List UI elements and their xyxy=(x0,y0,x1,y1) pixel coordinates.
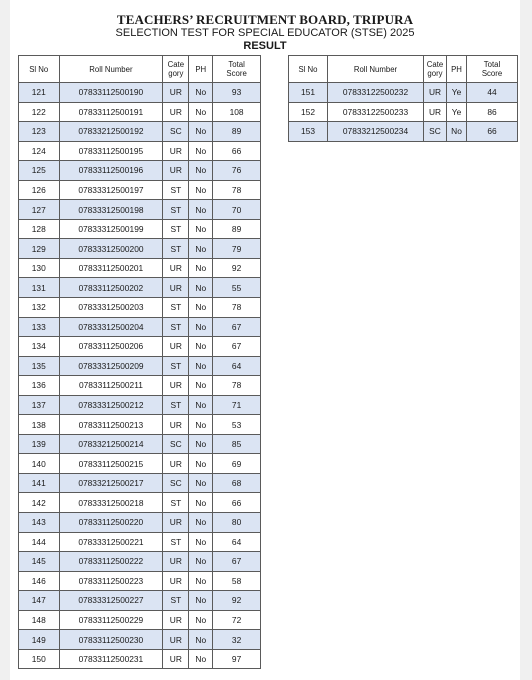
cell-category: ST xyxy=(163,532,189,552)
cell-sl-no: 138 xyxy=(19,415,60,435)
cell-total-score: 97 xyxy=(213,649,261,669)
cell-category: UR xyxy=(163,630,189,650)
cell-category: UR xyxy=(163,571,189,591)
cell-roll-number: 07833112500202 xyxy=(59,278,163,298)
table-row xyxy=(19,200,261,220)
result-table-left-body xyxy=(19,83,261,669)
cell-category: SC xyxy=(163,473,189,493)
cell-ph: No xyxy=(447,122,467,142)
table-row xyxy=(19,102,261,122)
col-header-roll-number: Roll Number xyxy=(328,56,424,83)
table-row xyxy=(19,356,261,376)
cell-ph: No xyxy=(189,610,213,630)
cell-ph: No xyxy=(189,571,213,591)
cell-total-score: 79 xyxy=(213,239,261,259)
cell-category: UR xyxy=(163,83,189,103)
cell-ph: No xyxy=(189,83,213,103)
table-row xyxy=(19,317,261,337)
cell-total-score: 67 xyxy=(213,337,261,357)
table-row xyxy=(19,180,261,200)
cell-sl-no: 139 xyxy=(19,434,60,454)
cell-sl-no: 122 xyxy=(19,102,60,122)
cell-total-score: 44 xyxy=(467,83,518,103)
cell-sl-no: 121 xyxy=(19,83,60,103)
cell-roll-number: 07833312500200 xyxy=(59,239,163,259)
cell-roll-number: 07833312500197 xyxy=(59,180,163,200)
cell-total-score: 68 xyxy=(213,473,261,493)
cell-total-score: 69 xyxy=(213,454,261,474)
cell-total-score: 32 xyxy=(213,630,261,650)
cell-category: UR xyxy=(163,513,189,533)
cell-total-score: 80 xyxy=(213,513,261,533)
cell-sl-no: 143 xyxy=(19,513,60,533)
cell-roll-number: 07833312500198 xyxy=(59,200,163,220)
cell-total-score: 78 xyxy=(213,376,261,396)
cell-roll-number: 07833122500232 xyxy=(328,83,424,103)
col-header-category xyxy=(163,56,189,83)
cell-category: UR xyxy=(163,454,189,474)
cell-roll-number: 07833112500223 xyxy=(59,571,163,591)
table-row xyxy=(19,571,261,591)
cell-ph: No xyxy=(189,591,213,611)
cell-total-score: 89 xyxy=(213,122,261,142)
cell-ph: No xyxy=(189,532,213,552)
cell-category: UR xyxy=(163,610,189,630)
cell-category: UR xyxy=(163,161,189,181)
cell-ph: No xyxy=(189,630,213,650)
result-table-left xyxy=(18,55,261,669)
cell-category: SC xyxy=(163,434,189,454)
result-table-right xyxy=(288,55,518,142)
cell-ph: No xyxy=(189,161,213,181)
cell-sl-no: 131 xyxy=(19,278,60,298)
cell-roll-number: 07833212500234 xyxy=(328,122,424,142)
cell-category: SC xyxy=(163,122,189,142)
col-header-total-line1: Total xyxy=(483,60,501,69)
col-header-total-score xyxy=(213,56,261,83)
cell-sl-no: 145 xyxy=(19,552,60,572)
cell-sl-no: 133 xyxy=(19,317,60,337)
cell-sl-no: 153 xyxy=(289,122,328,142)
cell-sl-no: 147 xyxy=(19,591,60,611)
cell-ph: No xyxy=(189,376,213,396)
cell-category: UR xyxy=(424,102,447,122)
cell-ph: No xyxy=(189,395,213,415)
cell-ph: No xyxy=(189,278,213,298)
cell-ph: No xyxy=(189,552,213,572)
col-header-ph: PH xyxy=(447,56,467,83)
col-header-category-line2: gory xyxy=(427,69,443,78)
cell-roll-number: 07833112500230 xyxy=(59,630,163,650)
cell-total-score: 66 xyxy=(213,141,261,161)
col-header-sl-no: Sl No xyxy=(19,56,60,83)
table-row xyxy=(19,395,261,415)
cell-sl-no: 125 xyxy=(19,161,60,181)
table-row xyxy=(19,591,261,611)
cell-category: UR xyxy=(163,337,189,357)
cell-roll-number: 07833312500203 xyxy=(59,298,163,318)
cell-total-score: 78 xyxy=(213,298,261,318)
cell-ph: No xyxy=(189,493,213,513)
cell-ph: No xyxy=(189,356,213,376)
cell-sl-no: 149 xyxy=(19,630,60,650)
cell-ph: No xyxy=(189,200,213,220)
cell-roll-number: 07833112500222 xyxy=(59,552,163,572)
cell-category: ST xyxy=(163,219,189,239)
col-header-category-line2: gory xyxy=(168,69,184,78)
cell-category: UR xyxy=(163,102,189,122)
table-row xyxy=(19,161,261,181)
table-row xyxy=(19,298,261,318)
table-row xyxy=(19,258,261,278)
table-row xyxy=(19,513,261,533)
table-row xyxy=(19,532,261,552)
col-header-total-score xyxy=(467,56,518,83)
cell-roll-number: 07833112500231 xyxy=(59,649,163,669)
cell-roll-number: 07833112500229 xyxy=(59,610,163,630)
cell-ph: No xyxy=(189,122,213,142)
cell-category: UR xyxy=(163,649,189,669)
cell-category: SC xyxy=(424,122,447,142)
col-header-total-line2: Score xyxy=(226,69,247,78)
cell-sl-no: 148 xyxy=(19,610,60,630)
cell-total-score: 86 xyxy=(467,102,518,122)
cell-category: ST xyxy=(163,356,189,376)
cell-total-score: 78 xyxy=(213,180,261,200)
cell-total-score: 67 xyxy=(213,552,261,572)
cell-ph: No xyxy=(189,473,213,493)
col-header-category xyxy=(424,56,447,83)
cell-total-score: 70 xyxy=(213,200,261,220)
table-row xyxy=(289,122,518,142)
cell-roll-number: 07833212500214 xyxy=(59,434,163,454)
exam-subtitle: SELECTION TEST FOR SPECIAL EDUCATOR (STSE) 2025 xyxy=(115,27,415,39)
cell-sl-no: 140 xyxy=(19,454,60,474)
cell-sl-no: 127 xyxy=(19,200,60,220)
cell-ph: No xyxy=(189,317,213,337)
cell-category: ST xyxy=(163,395,189,415)
cell-sl-no: 135 xyxy=(19,356,60,376)
table-row xyxy=(19,337,261,357)
cell-ph: Ye xyxy=(447,102,467,122)
cell-roll-number: 07833112500191 xyxy=(59,102,163,122)
cell-sl-no: 123 xyxy=(19,122,60,142)
cell-ph: No xyxy=(189,298,213,318)
cell-ph: No xyxy=(189,102,213,122)
col-header-ph: PH xyxy=(189,56,213,83)
cell-total-score: 67 xyxy=(213,317,261,337)
table-row xyxy=(19,493,261,513)
table-row xyxy=(19,610,261,630)
cell-total-score: 53 xyxy=(213,415,261,435)
cell-ph: No xyxy=(189,415,213,435)
cell-sl-no: 134 xyxy=(19,337,60,357)
cell-category: ST xyxy=(163,317,189,337)
cell-roll-number: 07833312500204 xyxy=(59,317,163,337)
cell-roll-number: 07833212500217 xyxy=(59,473,163,493)
cell-sl-no: 126 xyxy=(19,180,60,200)
table-row xyxy=(19,278,261,298)
cell-sl-no: 152 xyxy=(289,102,328,122)
cell-category: ST xyxy=(163,298,189,318)
cell-roll-number: 07833112500215 xyxy=(59,454,163,474)
cell-roll-number: 07833112500195 xyxy=(59,141,163,161)
cell-category: UR xyxy=(163,141,189,161)
table-row xyxy=(19,141,261,161)
cell-sl-no: 124 xyxy=(19,141,60,161)
cell-total-score: 93 xyxy=(213,83,261,103)
cell-ph: Ye xyxy=(447,83,467,103)
cell-total-score: 64 xyxy=(213,532,261,552)
cell-total-score: 108 xyxy=(213,102,261,122)
cell-sl-no: 132 xyxy=(19,298,60,318)
cell-sl-no: 144 xyxy=(19,532,60,552)
cell-total-score: 92 xyxy=(213,258,261,278)
table-header-row xyxy=(19,56,261,83)
cell-ph: No xyxy=(189,649,213,669)
cell-sl-no: 130 xyxy=(19,258,60,278)
cell-sl-no: 151 xyxy=(289,83,328,103)
cell-ph: No xyxy=(189,239,213,259)
cell-category: ST xyxy=(163,239,189,259)
cell-sl-no: 129 xyxy=(19,239,60,259)
cell-total-score: 64 xyxy=(213,356,261,376)
cell-category: ST xyxy=(163,180,189,200)
cell-ph: No xyxy=(189,513,213,533)
cell-sl-no: 150 xyxy=(19,649,60,669)
table-row xyxy=(19,376,261,396)
table-row xyxy=(19,434,261,454)
cell-category: UR xyxy=(163,415,189,435)
table-row xyxy=(19,415,261,435)
cell-total-score: 92 xyxy=(213,591,261,611)
cell-roll-number: 07833112500211 xyxy=(59,376,163,396)
cell-ph: No xyxy=(189,180,213,200)
col-header-category-line1: Cate xyxy=(167,60,185,69)
cell-roll-number: 07833312500227 xyxy=(59,591,163,611)
cell-category: UR xyxy=(163,376,189,396)
col-header-sl-no: Sl No xyxy=(289,56,328,83)
table-row xyxy=(19,219,261,239)
cell-category: ST xyxy=(163,493,189,513)
cell-roll-number: 07833122500233 xyxy=(328,102,424,122)
board-title: TEACHERS’ RECRUITMENT BOARD, TRIPURA xyxy=(116,12,414,27)
cell-roll-number: 07833312500218 xyxy=(59,493,163,513)
cell-category: UR xyxy=(163,552,189,572)
result-heading: RESULT xyxy=(243,40,287,52)
cell-total-score: 72 xyxy=(213,610,261,630)
cell-category: UR xyxy=(163,278,189,298)
cell-total-score: 58 xyxy=(213,571,261,591)
cell-ph: No xyxy=(189,434,213,454)
cell-category: ST xyxy=(163,591,189,611)
cell-total-score: 66 xyxy=(213,493,261,513)
cell-category: UR xyxy=(163,258,189,278)
cell-roll-number: 07833112500220 xyxy=(59,513,163,533)
cell-category: UR xyxy=(424,83,447,103)
table-row xyxy=(19,83,261,103)
cell-roll-number: 07833112500206 xyxy=(59,337,163,357)
table-row xyxy=(19,630,261,650)
table-row xyxy=(19,649,261,669)
table-row xyxy=(19,454,261,474)
table-row xyxy=(19,239,261,259)
cell-total-score: 89 xyxy=(213,219,261,239)
cell-category: ST xyxy=(163,200,189,220)
cell-sl-no: 141 xyxy=(19,473,60,493)
col-header-roll-number: Roll Number xyxy=(59,56,163,83)
cell-ph: No xyxy=(189,141,213,161)
cell-total-score: 76 xyxy=(213,161,261,181)
table-header-row xyxy=(289,56,518,83)
cell-roll-number: 07833312500221 xyxy=(59,532,163,552)
cell-ph: No xyxy=(189,454,213,474)
table-row xyxy=(19,552,261,572)
col-header-category-line1: Cate xyxy=(426,60,444,69)
cell-sl-no: 137 xyxy=(19,395,60,415)
cell-total-score: 66 xyxy=(467,122,518,142)
cell-sl-no: 128 xyxy=(19,219,60,239)
cell-sl-no: 146 xyxy=(19,571,60,591)
cell-ph: No xyxy=(189,219,213,239)
col-header-total-line1: Total xyxy=(228,60,245,69)
cell-roll-number: 07833112500201 xyxy=(59,258,163,278)
cell-roll-number: 07833312500199 xyxy=(59,219,163,239)
cell-sl-no: 136 xyxy=(19,376,60,396)
cell-ph: No xyxy=(189,337,213,357)
cell-roll-number: 07833312500209 xyxy=(59,356,163,376)
cell-total-score: 71 xyxy=(213,395,261,415)
table-row xyxy=(289,102,518,122)
cell-total-score: 85 xyxy=(213,434,261,454)
cell-sl-no: 142 xyxy=(19,493,60,513)
cell-roll-number: 07833112500213 xyxy=(59,415,163,435)
cell-roll-number: 07833112500196 xyxy=(59,161,163,181)
cell-ph: No xyxy=(189,258,213,278)
result-table-right-body xyxy=(289,83,518,142)
cell-roll-number: 07833112500190 xyxy=(59,83,163,103)
table-row xyxy=(19,122,261,142)
cell-roll-number: 07833312500212 xyxy=(59,395,163,415)
table-row xyxy=(19,473,261,493)
cell-roll-number: 07833212500192 xyxy=(59,122,163,142)
cell-total-score: 55 xyxy=(213,278,261,298)
table-row xyxy=(289,83,518,103)
col-header-total-line2: Score xyxy=(481,69,503,78)
